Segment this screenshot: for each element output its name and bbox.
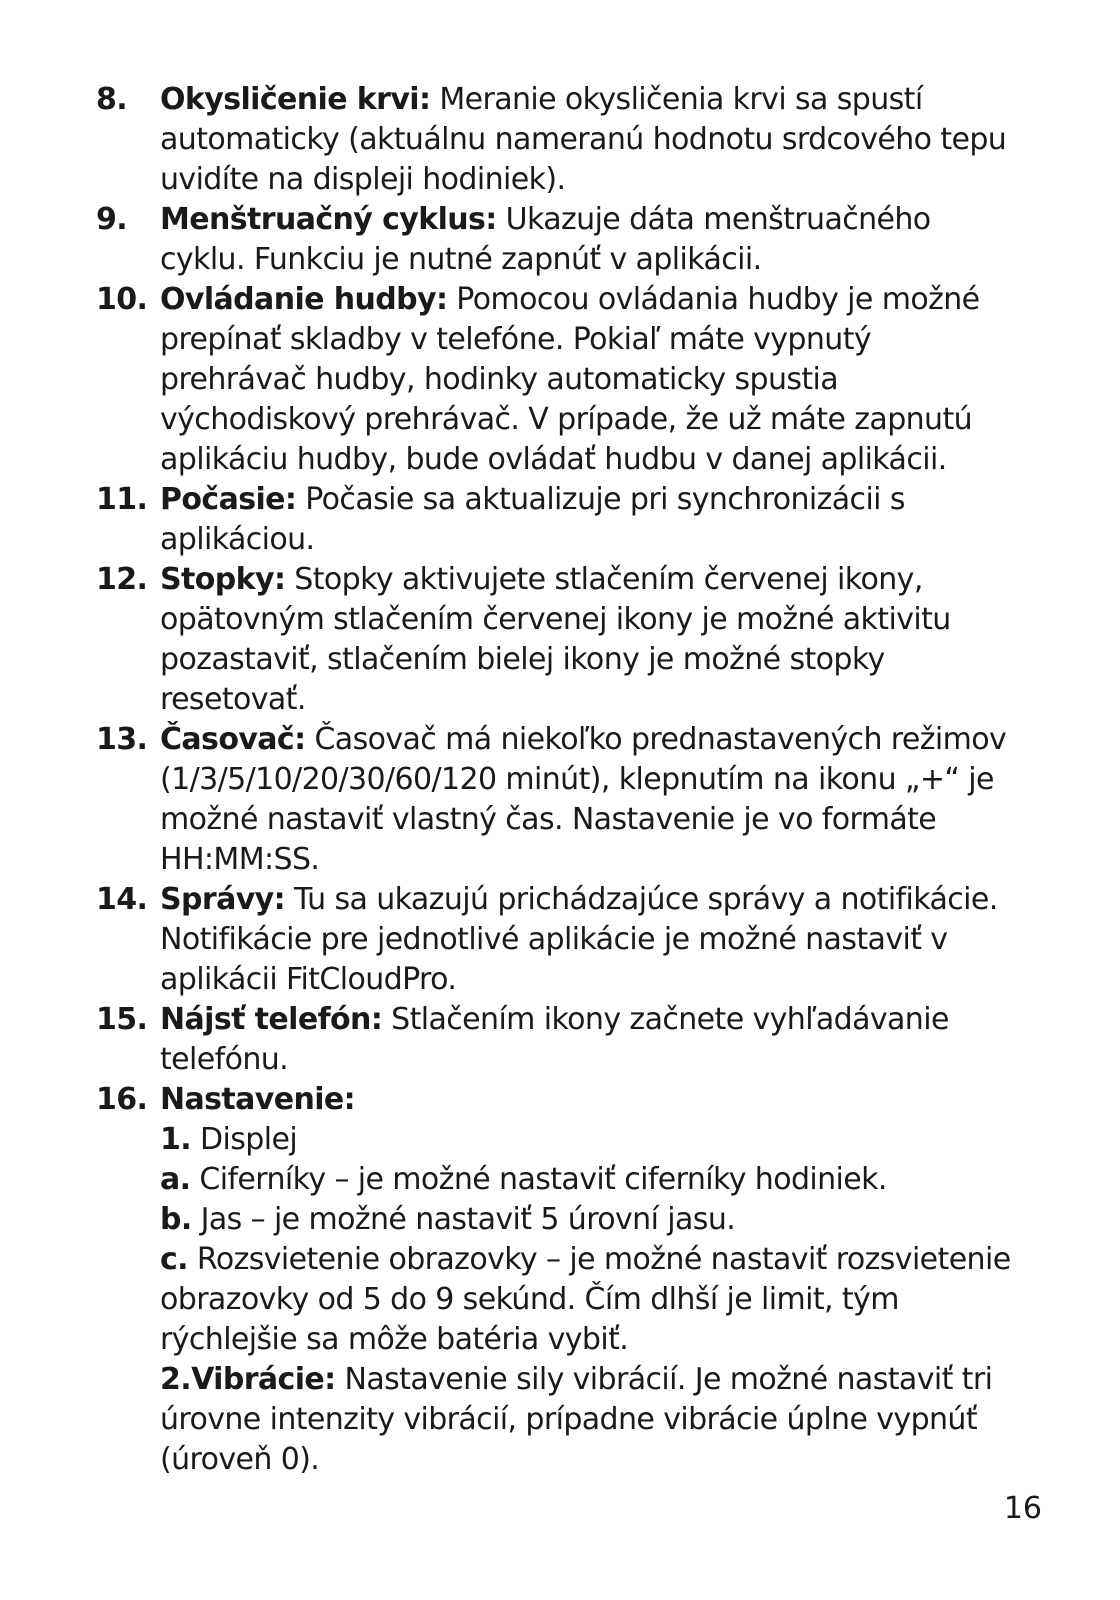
item-number: 15. xyxy=(96,1002,148,1037)
settings-subitem xyxy=(0,1240,1120,1360)
item-number: 9. xyxy=(96,202,128,237)
item-text: Stlačením ikony začnete vyhľadávanie telefónu. xyxy=(160,1002,949,1077)
item-term: Nájsť telefón: xyxy=(160,1002,383,1037)
subitem-text: Nastavenie sily vibrácií. Je možné nastaviť tri úrovne intenzity vibrácií, prípadne vibrácie úplne vypnúť (úroveň 0). xyxy=(160,1362,993,1477)
subitem-label: 2.Vibrácie: xyxy=(160,1362,336,1397)
subitem-label: a. xyxy=(160,1162,191,1197)
settings-subitem xyxy=(0,1120,1120,1160)
item-number: 16. xyxy=(96,1082,148,1117)
item-term: Časovač: xyxy=(160,722,306,757)
item-term: Stopky: xyxy=(160,562,286,597)
subitem-label: 1. xyxy=(160,1122,192,1157)
manual-page xyxy=(0,80,1120,1480)
settings-subitem xyxy=(0,1360,1120,1480)
page-number: 16 xyxy=(1003,1491,1042,1526)
settings-subitem xyxy=(0,1160,1120,1200)
list-item xyxy=(0,200,1120,280)
item-term: Nastavenie: xyxy=(160,1082,356,1117)
item-number: 13. xyxy=(96,722,148,757)
item-number: 10. xyxy=(96,282,148,317)
item-number: 14. xyxy=(96,882,148,917)
item-term: Ovládanie hudby: xyxy=(160,282,448,317)
subitem-label: c. xyxy=(160,1242,188,1277)
item-term: Menštruačný cyklus: xyxy=(160,202,497,237)
subitem-label: b. xyxy=(160,1202,192,1237)
list-item xyxy=(0,1080,1120,1120)
subitem-text: Ciferníky – je možné nastaviť ciferníky hodiniek. xyxy=(190,1162,887,1197)
item-number: 8. xyxy=(96,82,128,117)
item-text: Stopky aktivujete stlačením červenej ikony, opätovným stlačením červenej ikony je možné aktivitu pozastaviť, stlačením bielej ikony je možné stopky resetovať. xyxy=(160,562,951,717)
item-text: Časovač má niekoľko prednastavených režimov (1/3/5/10/20/30/60/120 minút), klepnutím na ikonu „+“ je možné nastaviť vlastný čas. Nastavenie je vo formáte HH:MM:SS. xyxy=(160,722,1007,877)
list-item xyxy=(0,280,1120,480)
item-number: 11. xyxy=(96,482,148,517)
item-term: Okysličenie krvi: xyxy=(160,82,431,117)
subitem-text: Jas – je možné nastaviť 5 úrovní jasu. xyxy=(191,1202,736,1237)
list-item xyxy=(0,560,1120,720)
subitem-text: Rozsvietenie obrazovky – je možné nastaviť rozsvietenie obrazovky od 5 do 9 sekúnd. Čím dlhší je limit, tým rýchlejšie sa môže batéria vybiť. xyxy=(160,1242,1011,1357)
list-item xyxy=(0,1000,1120,1080)
item-text: Ukazuje dáta menštruačného cyklu. Funkciu je nutné zapnúť v aplikácii. xyxy=(160,202,931,277)
list-item xyxy=(0,880,1120,1000)
item-text: Pomocou ovládania hudby je možné prepínať skladby v telefóne. Pokiaľ máte vypnutý prehrávač hudby, hodinky automaticky spustia východiskový prehrávač. V prípade, že už máte zapnutú aplikáciu hudby, bude ovládať hudbu v danej aplikácii. xyxy=(160,282,980,477)
item-text: Meranie okysličenia krvi sa spustí automaticky (aktuálnu nameranú hodnotu srdcového tepu uvidíte na displeji hodiniek). xyxy=(160,82,1007,197)
item-text: Tu sa ukazujú prichádzajúce správy a notifikácie. Notifikácie pre jednotlivé aplikácie je možné nastaviť v aplikácii FitCloudPro. xyxy=(160,882,998,997)
subitem-text: Displej xyxy=(191,1122,298,1157)
list-item xyxy=(0,720,1120,880)
item-term: Správy: xyxy=(160,882,286,917)
item-term: Počasie: xyxy=(160,482,297,517)
item-number: 12. xyxy=(96,562,148,597)
item-text: Počasie sa aktualizuje pri synchronizácii s aplikáciou. xyxy=(160,482,905,557)
list-item xyxy=(0,480,1120,560)
settings-subitem xyxy=(0,1200,1120,1240)
list-item xyxy=(0,80,1120,200)
